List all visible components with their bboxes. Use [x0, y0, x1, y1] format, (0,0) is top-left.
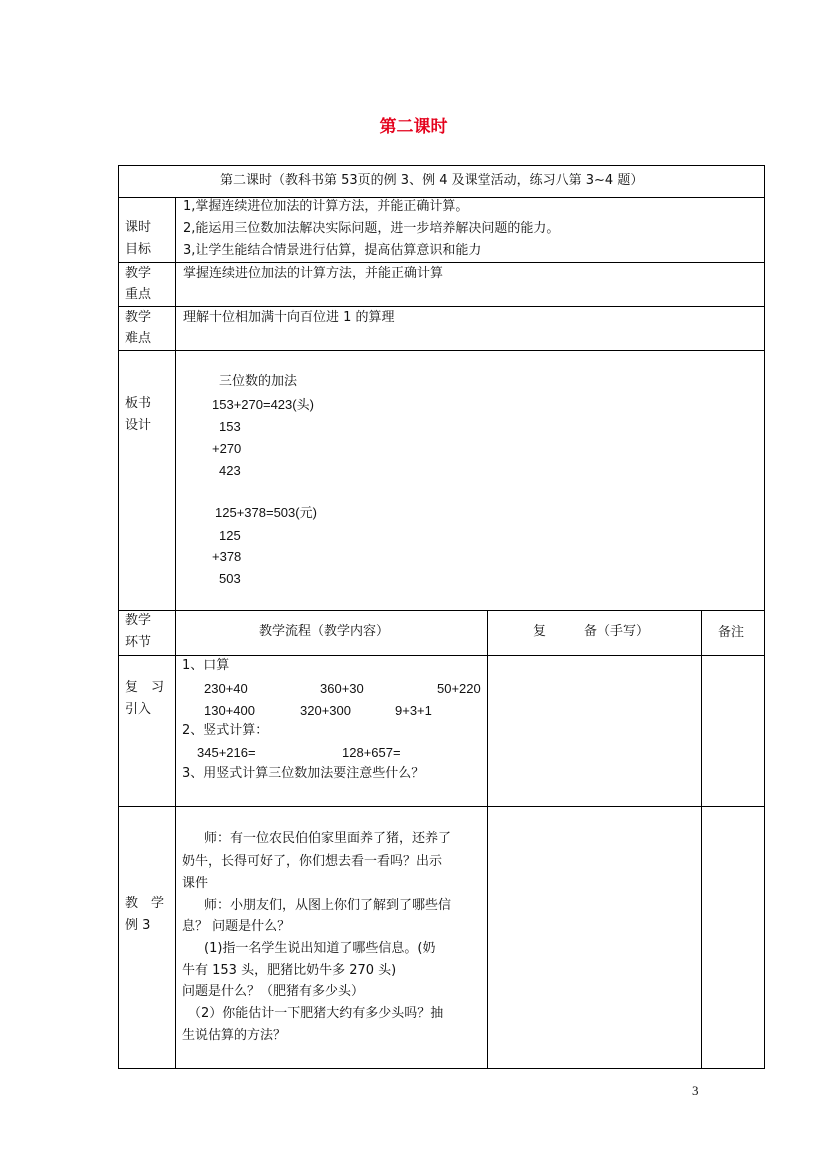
vertical-calc-problem: 345+216=: [197, 745, 256, 760]
board-line: 503: [219, 571, 241, 586]
board-line: 153: [219, 419, 241, 434]
page-number: 3: [692, 1083, 699, 1098]
example3-label: 例 3: [125, 918, 151, 933]
process-column-header: 教学流程（教学内容）: [259, 624, 390, 639]
board-line: 125+378=503(元): [215, 505, 317, 520]
mental-math-problem: 50+220: [437, 681, 481, 696]
board-line: +378: [212, 549, 242, 564]
board-line: 423: [219, 463, 241, 478]
difficulty-text: 理解十位相加满十向百位进 1 的算理: [183, 310, 395, 325]
example3-line: 牛有 153 头，肥猪比奶牛多 270 头): [182, 963, 397, 978]
key-point-text: 掌握连续进位加法的计算方法，并能正确计算: [183, 266, 444, 281]
difficulty-label: 难点: [125, 331, 152, 346]
goal-item: 1,掌握连续进位加法的计算方法，并能正确计算。: [183, 199, 469, 214]
mental-math-problem: 230+40: [204, 681, 248, 696]
vertical-calc-problem: 128+657=: [342, 745, 401, 760]
review-label: 复 习: [125, 680, 165, 695]
review-item: 2、竖式计算：: [182, 723, 269, 738]
mental-math-problem: 9+3+1: [395, 703, 432, 718]
goals-label: 目标: [125, 242, 152, 257]
example3-line: 问题是什么？（肥猪有多少头）: [182, 984, 365, 999]
key-point-label: 重点: [125, 287, 152, 302]
stage-column-label: 教学: [125, 613, 152, 628]
mental-math-problem: 130+400: [204, 703, 255, 718]
notes-column-header: 备注: [718, 625, 745, 640]
review-item: 1、口算: [182, 658, 230, 673]
prep-column-header: 备（手写）: [584, 624, 650, 639]
example3-line: 师：小朋友们，从图上你们了解到了哪些信: [204, 898, 452, 913]
key-point-label: 教学: [125, 266, 152, 281]
example3-line: 课件: [182, 876, 209, 891]
board-heading: 三位数的加法: [219, 374, 298, 389]
example3-label: 教 学: [125, 896, 165, 911]
mental-math-problem: 320+300: [300, 703, 351, 718]
example3-line: （2）你能估计一下肥猪大约有多少头吗？抽: [188, 1006, 444, 1021]
mental-math-problem: 360+30: [320, 681, 364, 696]
goal-item: 2,能运用三位数加法解决实际问题，进一步培养解决问题的能力。: [183, 221, 560, 236]
review-label: 引入: [125, 702, 152, 717]
board-label: 板书: [125, 396, 152, 411]
goal-item: 3,让学生能结合情景进行估算，提高估算意识和能力: [183, 243, 482, 258]
board-line: +270: [212, 441, 242, 456]
prep-column-header: 复: [533, 624, 547, 639]
stage-column-label: 环节: [125, 635, 152, 650]
example3-line: 息？ 问题是什么？: [182, 919, 291, 934]
difficulty-label: 教学: [125, 310, 152, 325]
board-label: 设计: [125, 418, 152, 433]
lesson-scope-header: 第二课时（教科书第 53页的例 3、例 4 及课堂活动，练习八第 3~4 题）: [220, 173, 644, 188]
board-line: 153+270=423(头): [212, 397, 314, 412]
page-title: 第二课时: [379, 117, 448, 137]
example3-line: 奶牛，长得可好了，你们想去看一看吗？出示: [182, 854, 443, 869]
goals-label: 课时: [125, 220, 152, 235]
example3-line: (1)指一名学生说出知道了哪些信息。(奶: [204, 941, 436, 956]
board-line: 125: [219, 528, 241, 543]
example3-line: 生说估算的方法？: [182, 1028, 287, 1043]
example3-line: 师：有一位农民伯伯家里面养了猪，还养了: [204, 831, 452, 846]
review-item: 3、用竖式计算三位数加法要注意些什么？: [182, 766, 425, 781]
